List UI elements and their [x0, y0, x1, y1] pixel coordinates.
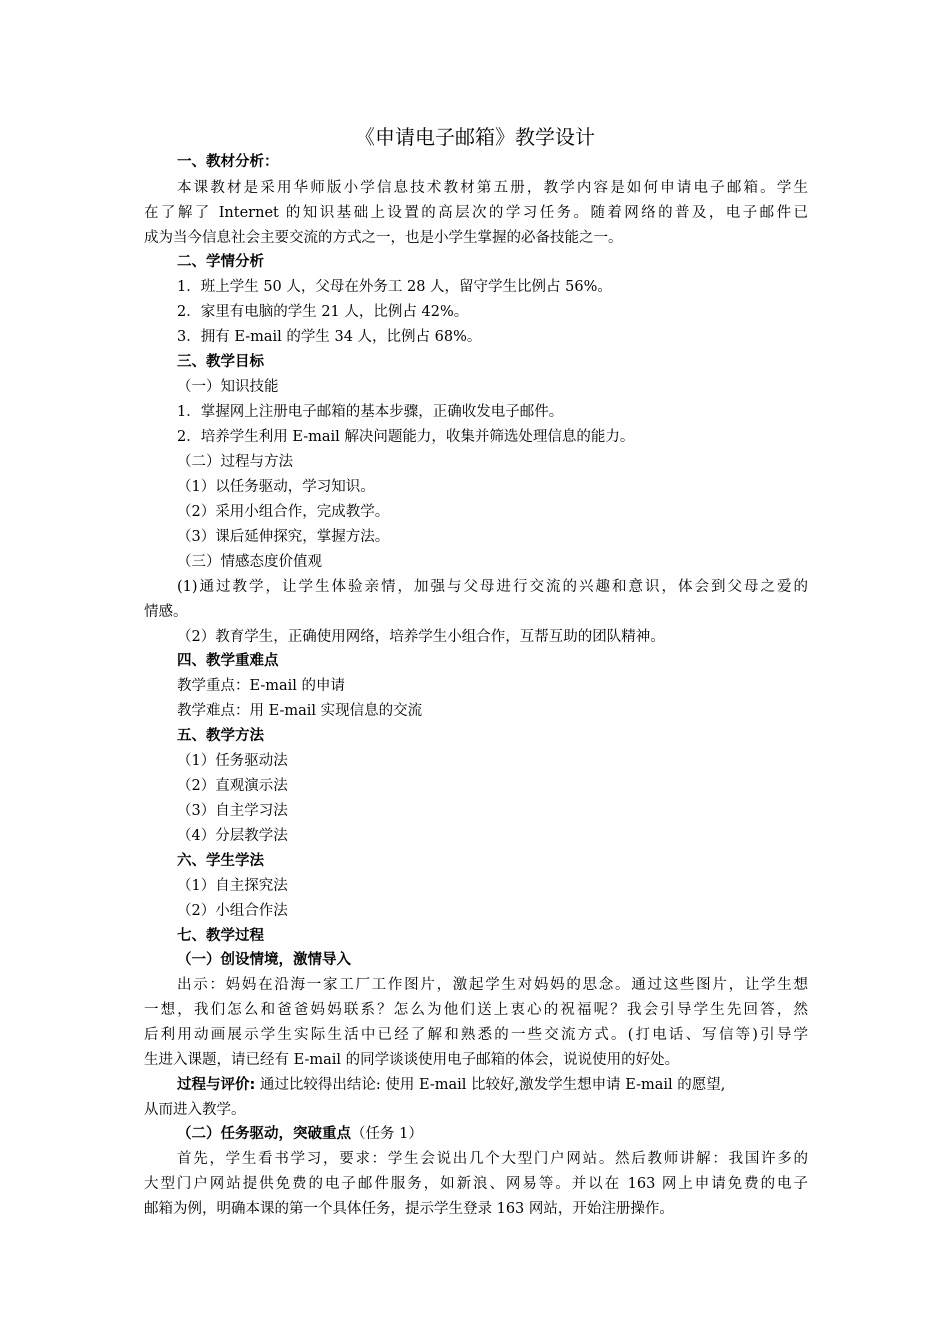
- list-item: （1）以任务驱动，学习知识。: [177, 479, 375, 495]
- list-item: （2）直观演示法: [177, 778, 288, 794]
- document-title: 《申请电子邮箱》教学设计: [355, 125, 595, 149]
- subsection-heading: （一）知识技能: [177, 379, 279, 395]
- paragraph-line: 出示：妈妈在沿海一家工厂工作图片，激起学生对妈妈的思念。通过这些图片，让学生想: [177, 977, 808, 993]
- list-item: 1．掌握网上注册电子邮箱的基本步骤，正确收发电子邮件。: [177, 404, 564, 420]
- paragraph-line: 情感。: [144, 604, 188, 620]
- list-item: （3）课后延伸探究，掌握方法。: [177, 529, 390, 545]
- list-item: （3）自主学习法: [177, 803, 288, 819]
- list-item: 教学重点：E-mail 的申请: [177, 678, 346, 694]
- paragraph-line: 成为当今信息社会主要交流的方式之一，也是小学生掌握的必备技能之一。: [144, 230, 623, 246]
- list-item: （1）任务驱动法: [177, 753, 288, 769]
- paragraph-line: (1)通过教学，让学生体验亲情，加强与父母进行交流的兴趣和意识，体会到父母之爱的: [177, 579, 808, 595]
- task-label: （任务 1）: [351, 1126, 423, 1142]
- list-item: 2．家里有电脑的学生 21 人，比例占 42%。: [177, 304, 469, 320]
- list-item: 1．班上学生 50 人，父母在外务工 28 人，留守学生比例占 56%。: [177, 279, 612, 295]
- evaluation-line: [177, 1075, 725, 1095]
- paragraph-line: 生进入课题，请已经有 E-mail 的同学谈谈使用电子邮箱的体会，说说使用的好处。: [144, 1052, 680, 1068]
- section-heading-keypoints: 四、教学重难点: [177, 653, 279, 669]
- paragraph-line: 从而进入教学。: [144, 1102, 246, 1118]
- list-item: 教学难点：用 E-mail 实现信息的交流: [177, 703, 423, 719]
- subsection-heading-bold: （二）任务驱动，突破重点: [177, 1126, 351, 1142]
- evaluation-label: 过程与评价:: [177, 1077, 256, 1093]
- paragraph-line: 邮箱为例，明确本课的第一个具体任务，提示学生登录 163 网站，开始注册操作。: [144, 1201, 674, 1217]
- paragraph-line: 本课教材是采用华师版小学信息技术教材第五册，教学内容是如何申请电子邮箱。学生: [177, 180, 808, 196]
- subsection-heading: （二）过程与方法: [177, 454, 293, 470]
- list-item: （2）采用小组合作，完成教学。: [177, 504, 390, 520]
- list-item: （4）分层教学法: [177, 828, 288, 844]
- subsection-heading: （三）情感态度价值观: [177, 554, 322, 570]
- paragraph-line: 首先，学生看书学习，要求：学生会说出几个大型门户网站。然后教师讲解：我国许多的: [177, 1151, 808, 1167]
- section-heading-students: 二、学情分析: [177, 254, 264, 270]
- paragraph-line: 在了解了 Internet 的知识基础上设置的高层次的学习任务。随着网络的普及，电子邮件已: [144, 205, 808, 221]
- subsection-heading: （一）创设情境，激情导入: [177, 952, 351, 968]
- section-heading-methods: 五、教学方法: [177, 728, 264, 744]
- section-heading-analysis: 一、教材分析：: [177, 154, 279, 170]
- section-heading-learning: 六、学生学法: [177, 853, 264, 869]
- list-item: （2）小组合作法: [177, 903, 288, 919]
- paragraph-line: 一想，我们怎么和爸爸妈妈联系？怎么为他们送上衷心的祝福呢？我会引导学生先回答，然: [144, 1002, 808, 1018]
- paragraph-line: （2）教育学生，正确使用网络，培养学生小组合作，互帮互助的团队精神。: [177, 629, 665, 645]
- subsection-heading-task: [177, 1124, 423, 1144]
- paragraph-line: 大型门户网站提供免费的电子邮件服务，如新浪、网易等。并以在 163 网上申请免费的电子: [144, 1176, 808, 1192]
- evaluation-text: 通过比较得出结论: 使用 E-mail 比较好,激发学生想申请 E-mail 的愿望,: [255, 1077, 726, 1093]
- section-heading-process: 七、教学过程: [177, 928, 264, 944]
- section-heading-goals: 三、教学目标: [177, 354, 264, 370]
- list-item: 2．培养学生利用 E-mail 解决问题能力，收集并筛选处理信息的能力。: [177, 429, 635, 445]
- list-item: （1）自主探究法: [177, 878, 288, 894]
- paragraph-line: 后利用动画展示学生实际生活中已经了解和熟悉的一些交流方式。(打电话、写信等)引导学: [144, 1027, 808, 1043]
- list-item: 3．拥有 E-mail 的学生 34 人，比例占 68%。: [177, 329, 482, 345]
